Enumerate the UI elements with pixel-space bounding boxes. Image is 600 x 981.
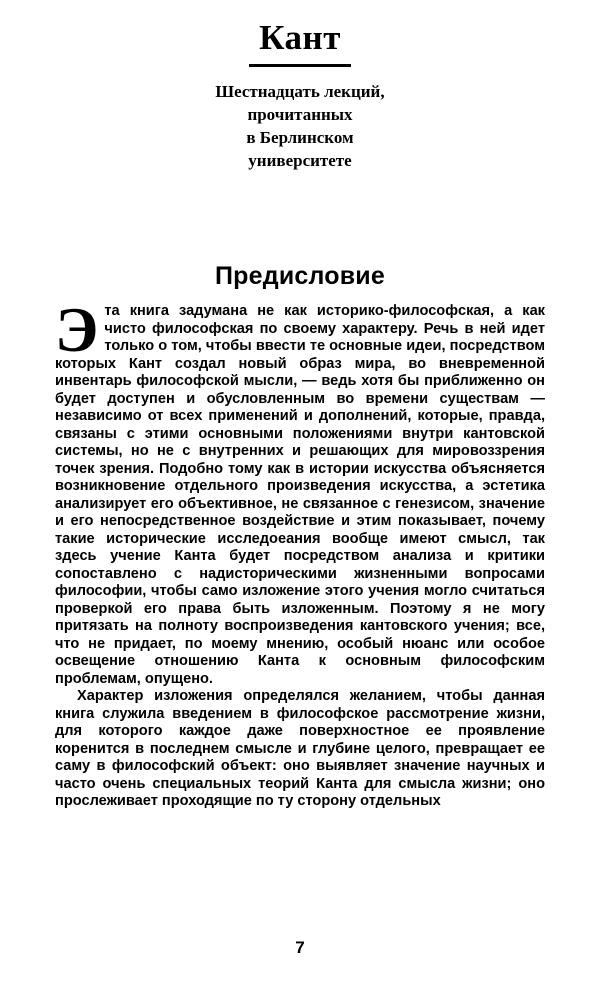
- subtitle-block: [0, 80, 600, 172]
- body-text-column: [55, 294, 545, 811]
- paragraph-2: Характер изложения определялся желанием, чтобы данная книга служила введением в философское рассмотрение жизни, для которого каждое даже поверхностное ее проявление коренится в последнем смысле и глубине целого, превращает ее саму в философский объект: оно выявляет значение научных и часто очень специальных теорий Канта для смысла жизни; оно прослеживает проходящие по ту сторону отдельных: [55, 688, 545, 809]
- paragraph-1: Эта книга задумана не как историко-философская, а как чисто философская по своему характеру. Речь в ней идет только о том, чтобы ввести те основные идеи, посредством которых Кант создал новый образ мира, во вневременной инвентарь философской мысли, — ведь хотя бы приближенно он будет доступен и обусловленным во времени существам — независимо от всех применений и дополнений, которые, правда, связаны с этими основными положениями внутри кантовской системы, но не с внутренних и решающих для мировоззрения точек зрения. Подобно тому как в истории искусства объясняется возникновение отдельного произведения искусства, а эстетика анализирует его объективное, не связанное с генезисом, значение и его непосредственное воздействие и этим показывает, почему такие исторические исследоеания вообще имеют смысл, так здесь учение Канта будет посредством анализа и критики сопоставлено с надисторическими жизненными вопросами философии, чтобы само изложение этого учения могло считаться проверкой его права быть изложенным. Поэтому я не могу притязать на полноту воспроизведения кантовского учения; все, что не придает, по моему мнению, особый нюанс или особое освещение отношению Канта к основным философским проблемам, опущено.: [55, 294, 545, 687]
- subtitle-line-2: прочитанных: [247, 105, 353, 124]
- section-heading-preface: Предисловие: [215, 261, 385, 290]
- subtitle-line-1: Шестнадцать лекций,: [215, 82, 385, 101]
- subtitle-line-3: в Берлинском: [246, 128, 354, 147]
- title-divider-rule: [249, 64, 351, 67]
- title-block: [0, 18, 600, 67]
- book-title: Кант: [259, 18, 341, 57]
- subtitle-line-4: университете: [248, 151, 352, 170]
- page-number: 7: [295, 938, 305, 957]
